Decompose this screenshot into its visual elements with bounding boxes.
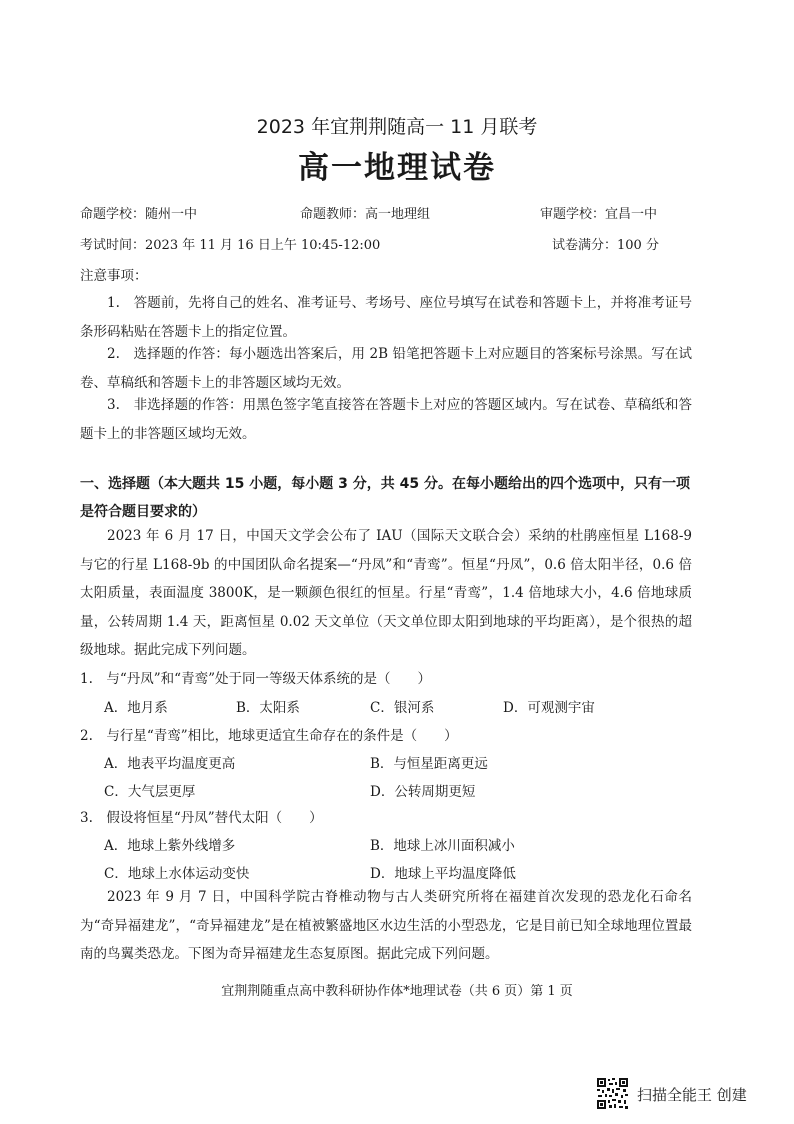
reviewer-info: 审题学校：宜昌一中 [540,207,658,222]
full-score: 试卷满分：100 分 [552,238,659,253]
page-footer: 宜荆荆随重点高中教科研协作体*地理试卷（共 6 页）第 1 页 [221,984,573,999]
notes-title: 注意事项： [80,268,148,284]
question-3-stem: 3. 假设将恒星“丹凤”替代太阳（ ） [80,810,323,826]
q3-option-b: B．地球上冰川面积减小 [370,838,515,854]
qr-code-icon [596,1077,629,1110]
school-info: 命题学校：随州一中 [80,207,198,222]
passage-1: 2023 年 6 月 17 日，中国天文学会公布了 IAU（国际天文联合会）采纳的杜鹃座恒星 L168-9 与它的行星 L168-9b 的中国团队命名提案—“丹凤”和“青鸾”。恒星“丹凤”，0.6 倍太阳半径，0.6 倍太阳质量，表面温度 3800K，是一颗颜色很红的恒星。行星“青鸾”，1.4 倍地球大小，4.6 倍地球质量，公转周期 1.4 天，距离恒星 0.02 天文单位（天文单位即太阳到地球的平均距离），是个很热的超级地球。据此完成下列问题。 [80,528,692,658]
q3-option-a: A．地球上紫外线增多 [104,838,236,854]
q1-option-b: B．太阳系 [236,700,300,716]
q1-option-d: D．可观测宇宙 [503,700,595,716]
section-heading: 一、选择题（本大题共 15 小题，每小题 3 分，共 45 分。在每小题给出的四个选项中，只有一项是符合题目要求的） [80,476,690,520]
note-item-2: 2. 选择题的作答：每小题选出答案后，用 2B 铅笔把答题卡上对应题目的答案标号涂黑。写在试卷、草稿纸和答题卡上的非答题区域均无效。 [80,346,692,391]
passage-2: 2023 年 9 月 7 日，中国科学院古脊椎动物与古人类研究所将在福建首次发现的恐龙化石命名为“奇异福建龙”，“奇异福建龙”是在植被繁盛地区水边生活的小型恐龙，它是目前已知全球地理位置最南的鸟翼类恐龙。下图为奇异福建龙生态复原图。据此完成下列问题。 [80,889,692,962]
exam-title: 2023 年宜荆荆随高一 11 月联考 [256,116,538,138]
q2-option-c: C．大气层更厚 [104,784,196,800]
scanner-watermark [596,1077,786,1111]
q2-option-b: B．与恒星距离更远 [370,756,488,772]
exam-time: 考试时间：2023 年 11 月 16 日上午 10:45-12:00 [80,238,381,253]
q2-option-a: A．地表平均温度更高 [104,756,236,772]
note-item-3: 3. 非选择题的作答：用黑色签字笔直接答在答题卡上对应的答题区域内。写在试卷、草稿纸和答题卡上的非答题区域均无效。 [80,397,692,442]
paper-title: 高一地理试卷 [298,150,496,186]
q3-option-c: C．地球上水体运动变快 [104,866,250,882]
q1-option-a: A．地月系 [104,700,168,716]
note-item-1: 1. 答题前，先将自己的姓名、准考证号、考场号、座位号填写在试卷和答题卡上，并将准考证号条形码粘贴在答题卡上的指定位置。 [80,295,692,340]
question-1-stem: 1. 与“丹凤”和“青鸾”处于同一等级天体系统的是（ ） [80,671,431,687]
question-2-stem: 2. 与行星“青鸾”相比，地球更适宜生命存在的条件是（ ） [80,728,458,744]
teacher-info: 命题教师：高一地理组 [300,207,431,222]
q1-option-c: C．银河系 [370,700,435,716]
scanner-brand-text: 扫描全能王 创建 [637,1086,747,1104]
q2-option-d: D．公转周期更短 [370,784,476,800]
q3-option-d: D．地球上平均温度降低 [370,866,516,882]
